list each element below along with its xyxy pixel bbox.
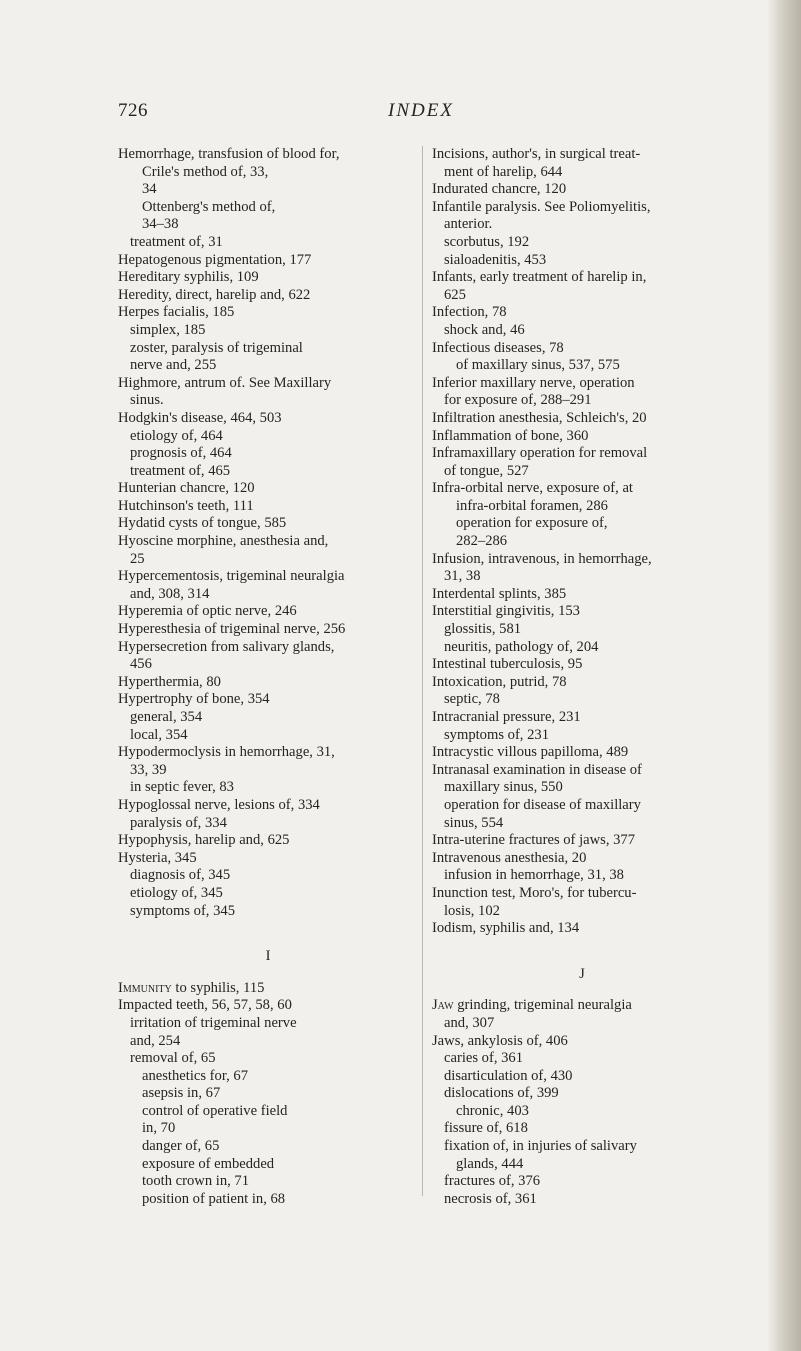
entry-text: sialoadenitis, 453 <box>444 251 547 268</box>
entry-text: ment of harelip, 644 <box>444 163 563 180</box>
index-entry <box>118 832 418 850</box>
index-entry <box>432 515 732 533</box>
index-entry <box>118 252 418 270</box>
index-entry <box>118 1120 418 1138</box>
entry-text: and, 307 <box>444 1014 495 1031</box>
entry-text: simplex, 185 <box>130 321 206 338</box>
index-entry <box>118 797 418 815</box>
entry-text: fixation of, in injuries of salivary <box>444 1138 637 1155</box>
entry-text: 25 <box>130 550 145 567</box>
index-entry <box>432 920 732 938</box>
index-entry <box>118 691 418 709</box>
entry-text: general, 354 <box>130 709 203 725</box>
index-entry <box>118 1173 418 1191</box>
index-entry <box>118 428 418 446</box>
index-entry <box>432 1033 732 1051</box>
entry-text: and, 254 <box>130 1032 181 1049</box>
index-entry <box>118 515 418 533</box>
entry-text: in, 70 <box>142 1120 176 1137</box>
entry-text: grinding, trigeminal neuralgia <box>453 997 632 1014</box>
index-entry <box>118 287 418 305</box>
index-entry <box>118 727 418 745</box>
entry-text: irritation of trigeminal nerve <box>130 1014 297 1031</box>
index-entry <box>118 709 418 727</box>
entry-text: Infiltration anesthesia, Schleich's, 20 <box>432 409 647 426</box>
entry-text: 456 <box>130 656 152 673</box>
index-entry <box>118 322 418 340</box>
entry-text: Hemorrhage, transfusion of blood for, <box>118 146 340 162</box>
entry-text: 34–38 <box>142 216 179 233</box>
left-column <box>118 146 418 1208</box>
index-entry <box>118 1050 418 1068</box>
index-entry <box>432 1138 732 1156</box>
section-letter-i: I <box>265 948 271 965</box>
index-entry <box>118 392 418 410</box>
entry-text: 34 <box>142 181 157 198</box>
index-entry <box>432 639 732 657</box>
index-entry <box>118 1085 418 1103</box>
entry-text: infra-orbital foramen, 286 <box>456 497 608 514</box>
entry-text: zoster, paralysis of trigeminal <box>130 339 303 356</box>
entry-text: fractures of, 376 <box>444 1173 541 1190</box>
entry-text: glands, 444 <box>456 1155 524 1172</box>
entry-text: tooth crown in, 71 <box>142 1173 250 1190</box>
left-entries-i <box>118 980 418 1209</box>
entry-text: in septic fever, 83 <box>130 779 234 796</box>
index-entry <box>118 533 418 551</box>
index-entry <box>118 656 418 674</box>
entry-text: Indurated chancre, 120 <box>432 181 567 198</box>
index-entry <box>118 357 418 375</box>
entry-text: Intravenous anesthesia, 20 <box>432 849 587 866</box>
index-entry <box>432 1156 732 1174</box>
entry-text: Incisions, author's, in surgical treat- <box>432 146 641 162</box>
entry-text: maxillary sinus, 550 <box>444 779 563 796</box>
entry-text: Hysteria, 345 <box>118 849 197 866</box>
entry-text: symptoms of, 345 <box>130 902 235 919</box>
index-entry <box>432 357 732 375</box>
entry-text: exposure of embedded <box>142 1155 275 1172</box>
entry-text: 282–286 <box>456 533 508 550</box>
index-entry <box>432 480 732 498</box>
column-divider <box>422 146 423 1196</box>
index-entry <box>432 1120 732 1138</box>
entry-text: 31, 38 <box>444 568 481 585</box>
running-title: INDEX <box>388 100 454 121</box>
index-entry <box>118 621 418 639</box>
entry-text: glossitis, 581 <box>444 621 522 638</box>
entry-text: necrosis of, 361 <box>444 1190 537 1207</box>
page-edge-shadow <box>767 0 801 1351</box>
index-entry <box>118 850 418 868</box>
index-entry <box>432 603 732 621</box>
index-entry <box>118 997 418 1015</box>
index-entry <box>118 744 418 762</box>
index-entry <box>118 603 418 621</box>
index-entry <box>118 639 418 657</box>
index-entry <box>432 586 732 604</box>
index-entry <box>432 1085 732 1103</box>
index-entry <box>118 980 418 998</box>
entry-text: Inferior maxillary nerve, operation <box>432 374 635 391</box>
index-entry <box>432 1050 732 1068</box>
index-entry <box>432 498 732 516</box>
index-entry <box>118 234 418 252</box>
index-entry <box>118 779 418 797</box>
index-entry <box>118 674 418 692</box>
index-entry <box>432 674 732 692</box>
index-entry <box>118 269 418 287</box>
index-entry <box>118 1138 418 1156</box>
entry-text: local, 354 <box>130 726 188 743</box>
entry-text: dislocations of, 399 <box>444 1085 559 1102</box>
entry-text: sinus, 554 <box>444 814 504 831</box>
entry-text: Hutchinson's teeth, 111 <box>118 497 254 514</box>
entry-text: Interstitial gingivitis, 153 <box>432 603 580 620</box>
entry-text: chronic, 403 <box>456 1102 529 1119</box>
entry-text: Infra-orbital nerve, exposure of, at <box>432 480 633 497</box>
index-entry <box>118 199 418 217</box>
index-entry <box>432 656 732 674</box>
entry-text: Intoxication, putrid, 78 <box>432 673 567 690</box>
index-entry <box>432 428 732 446</box>
index-entry <box>432 867 732 885</box>
entry-text: septic, 78 <box>444 691 500 708</box>
entry-text: and, 308, 314 <box>130 585 210 602</box>
entry-text: Hypercementosis, trigeminal neuralgia <box>118 568 345 585</box>
index-entry <box>432 997 732 1015</box>
index-entry <box>118 1068 418 1086</box>
entry-text: Infection, 78 <box>432 304 507 321</box>
index-entry <box>118 885 418 903</box>
index-entry <box>432 304 732 322</box>
index-entry <box>118 762 418 780</box>
index-entry <box>118 1191 418 1209</box>
entry-text: removal of, 65 <box>130 1050 216 1067</box>
index-entry <box>432 568 732 586</box>
index-entry <box>118 340 418 358</box>
entry-text: diagnosis of, 345 <box>130 867 231 884</box>
right-entries <box>432 146 732 938</box>
entry-text: for exposure of, 288–291 <box>444 392 592 409</box>
index-entry <box>432 551 732 569</box>
right-column <box>432 146 732 1208</box>
index-entry <box>432 392 732 410</box>
entry-text: paralysis of, 334 <box>130 814 227 831</box>
index-entry <box>432 375 732 393</box>
index-entry <box>432 1068 732 1086</box>
entry-text: Heredity, direct, harelip and, 622 <box>118 286 311 303</box>
index-entry <box>118 1156 418 1174</box>
entry-text: symptoms of, 231 <box>444 726 549 743</box>
index-entry <box>118 164 418 182</box>
index-entry <box>432 146 732 164</box>
entry-text: Intranasal examination in disease of <box>432 761 642 778</box>
entry-text: Intracranial pressure, 231 <box>432 709 581 725</box>
index-entry <box>118 304 418 322</box>
entry-text: Intra-uterine fractures of jaws, 377 <box>432 832 636 849</box>
index-entry <box>118 551 418 569</box>
entry-text: infusion in hemorrhage, 31, 38 <box>444 867 624 884</box>
entry-text: Iodism, syphilis and, 134 <box>432 920 580 937</box>
index-entry <box>432 903 732 921</box>
entry-text: of tongue, 527 <box>444 462 529 479</box>
entry-text: Hyperesthesia of trigeminal nerve, 256 <box>118 621 346 638</box>
entry-text: Impacted teeth, 56, 57, 58, 60 <box>118 997 292 1014</box>
index-entry <box>118 1033 418 1051</box>
entry-text: disarticulation of, 430 <box>444 1067 573 1084</box>
entry-lead-word: Immunity <box>118 979 172 996</box>
index-entry <box>118 216 418 234</box>
index-entry <box>432 322 732 340</box>
index-entry <box>432 762 732 780</box>
entry-text: Herpes facialis, 185 <box>118 304 235 321</box>
index-entry <box>432 621 732 639</box>
entry-text: Inflammation of bone, 360 <box>432 427 589 444</box>
entry-text: losis, 102 <box>444 902 500 919</box>
entry-text: treatment of, 31 <box>130 233 223 250</box>
entry-text: Hyperemia of optic nerve, 246 <box>118 603 297 620</box>
index-entry <box>432 1103 732 1121</box>
entry-text: Hyperthermia, 80 <box>118 673 221 690</box>
entry-text: Hypophysis, harelip and, 625 <box>118 832 290 849</box>
index-entry <box>432 691 732 709</box>
entry-text: Intracystic villous papilloma, 489 <box>432 744 629 761</box>
entry-text: Hypodermoclysis in hemorrhage, 31, <box>118 744 335 761</box>
entry-text: of maxillary sinus, 537, 575 <box>456 357 620 374</box>
entry-text: neuritis, pathology of, 204 <box>444 638 599 655</box>
entry-text: Infants, early treatment of harelip in, <box>432 269 647 286</box>
index-entry <box>118 375 418 393</box>
index-entry <box>432 744 732 762</box>
entry-text: danger of, 65 <box>142 1138 220 1155</box>
index-entry <box>432 216 732 234</box>
entry-text: to syphilis, 115 <box>171 979 265 996</box>
index-entry <box>432 797 732 815</box>
index-entry <box>118 586 418 604</box>
index-entry <box>118 146 418 164</box>
entry-text: Hunterian chancre, 120 <box>118 480 255 497</box>
index-entry <box>432 199 732 217</box>
index-entry <box>118 568 418 586</box>
index-entry <box>432 445 732 463</box>
index-entry <box>432 850 732 868</box>
entry-text: Highmore, antrum of. See Maxillary <box>118 374 332 391</box>
index-entry <box>432 533 732 551</box>
index-entry <box>118 445 418 463</box>
section-letter-j: J <box>579 965 585 982</box>
index-entry <box>432 164 732 182</box>
index-entry <box>432 463 732 481</box>
entry-text: anterior. <box>444 216 493 233</box>
entry-text: control of operative field <box>142 1102 288 1119</box>
entry-text: Infectious diseases, 78 <box>432 339 564 356</box>
entry-text: Jaws, ankylosis of, 406 <box>432 1032 568 1049</box>
entry-text: Interdental splints, 385 <box>432 585 567 602</box>
entry-text: shock and, 46 <box>444 321 525 338</box>
entry-text: Intestinal tuberculosis, 95 <box>432 656 583 673</box>
entry-text: Hodgkin's disease, 464, 503 <box>118 409 282 426</box>
entry-text: Ottenberg's method of, <box>142 198 276 215</box>
index-entry <box>432 1173 732 1191</box>
entry-text: etiology of, 464 <box>130 427 223 444</box>
index-entry <box>118 498 418 516</box>
right-entries-j <box>432 997 732 1208</box>
index-entry <box>432 410 732 428</box>
entry-text: operation for exposure of, <box>456 515 608 532</box>
entry-text: treatment of, 465 <box>130 462 231 479</box>
entry-text: scorbutus, 192 <box>444 233 530 250</box>
index-entry <box>432 779 732 797</box>
entry-text: Inunction test, Moro's, for tubercu- <box>432 884 637 901</box>
entry-text: anesthetics for, 67 <box>142 1067 248 1084</box>
index-entry <box>432 340 732 358</box>
entry-text: Hypertrophy of bone, 354 <box>118 691 270 708</box>
index-entry <box>432 269 732 287</box>
index-entry <box>118 1103 418 1121</box>
entry-text: sinus. <box>130 392 164 409</box>
index-entry <box>118 815 418 833</box>
entry-text: Crile's method of, 33, <box>142 163 269 180</box>
left-entries <box>118 146 418 920</box>
page-header <box>118 100 678 130</box>
entry-text: nerve and, 255 <box>130 357 217 374</box>
index-entry <box>118 463 418 481</box>
entry-text: Hypoglossal nerve, lesions of, 334 <box>118 796 320 813</box>
entry-text: position of patient in, 68 <box>142 1190 286 1207</box>
index-entry <box>432 832 732 850</box>
index-entry <box>432 1015 732 1033</box>
entry-text: Inframaxillary operation for removal <box>432 445 648 462</box>
index-entry <box>432 727 732 745</box>
index-entry <box>118 867 418 885</box>
entry-text: prognosis of, 464 <box>130 445 232 462</box>
page-number: 726 <box>118 100 148 121</box>
entry-text: Hypersecretion from salivary glands, <box>118 638 335 655</box>
entry-text: Infusion, intravenous, in hemorrhage, <box>432 550 652 567</box>
index-entry <box>432 252 732 270</box>
entry-text: caries of, 361 <box>444 1050 524 1067</box>
entry-text: Hepatogenous pigmentation, 177 <box>118 251 312 268</box>
index-entry <box>118 903 418 921</box>
entry-text: Infantile paralysis. See Poliomyelitis, <box>432 198 651 215</box>
entry-text: Hereditary syphilis, 109 <box>118 269 259 286</box>
entry-lead-word: Jaw <box>432 997 454 1014</box>
entry-text: 625 <box>444 286 466 303</box>
index-entry <box>432 815 732 833</box>
index-entry <box>118 181 418 199</box>
entry-text: Hydatid cysts of tongue, 585 <box>118 515 287 532</box>
index-entry <box>432 234 732 252</box>
entry-text: operation for disease of maxillary <box>444 796 641 813</box>
index-entry <box>432 1191 732 1209</box>
index-entry <box>118 410 418 428</box>
index-entry <box>118 480 418 498</box>
entry-text: Hyoscine morphine, anesthesia and, <box>118 533 329 550</box>
entry-text: asepsis in, 67 <box>142 1085 221 1102</box>
index-entry <box>432 885 732 903</box>
entry-text: 33, 39 <box>130 761 167 778</box>
entry-text: fissure of, 618 <box>444 1120 528 1137</box>
index-entry <box>432 181 732 199</box>
index-entry <box>432 709 732 727</box>
index-entry <box>432 287 732 305</box>
entry-text: etiology of, 345 <box>130 884 223 901</box>
index-entry <box>118 1015 418 1033</box>
